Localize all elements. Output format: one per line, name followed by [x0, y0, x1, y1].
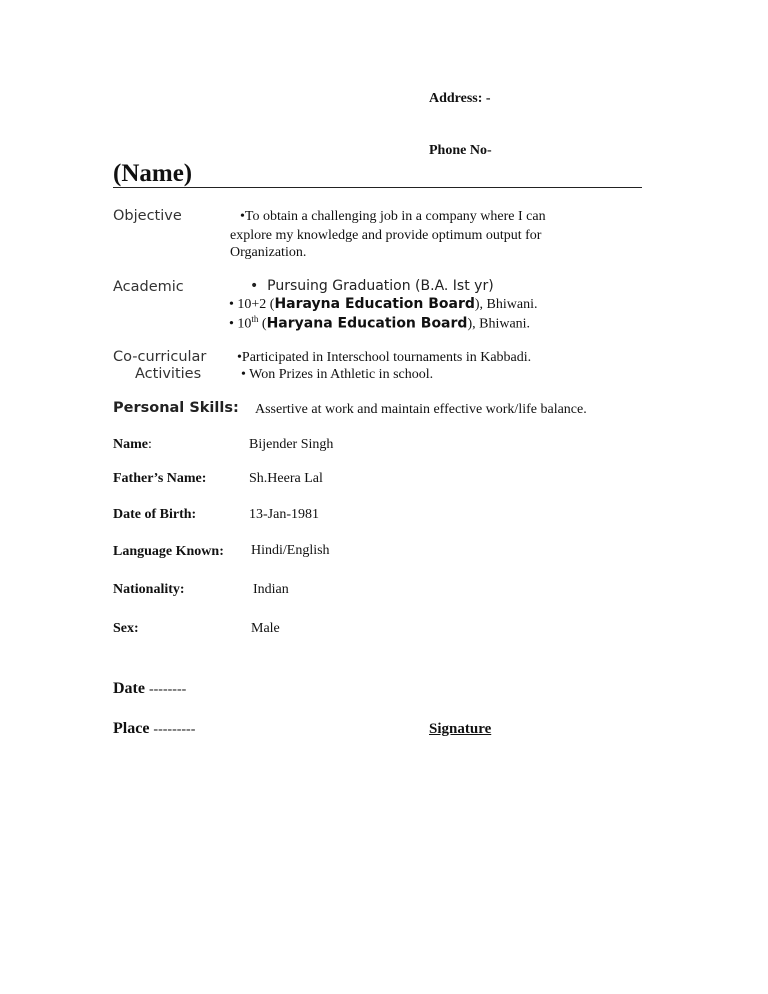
academic-item-3-prefix: 10	[237, 316, 252, 332]
place-label: Place	[113, 720, 150, 737]
detail-nationality-label: Nationality:	[113, 582, 185, 597]
academic-item-2-prefix: 10+2 (	[237, 297, 275, 312]
detail-name-value: Bijender Singh	[249, 437, 334, 452]
cocurricular-item-1	[237, 350, 531, 366]
detail-name-label-text: Name	[113, 437, 148, 452]
place-line	[113, 720, 195, 738]
academic-item-2-board: Harayna Education Board	[274, 296, 475, 312]
detail-dob-value: 13-Jan-1981	[249, 507, 319, 522]
academic-item-1	[250, 278, 494, 294]
name-heading: (Name)	[113, 160, 193, 187]
detail-name-colon: :	[148, 437, 152, 452]
date-label: Date	[113, 680, 145, 697]
personal-skills-text: Assertive at work and maintain effective work/life balance.	[255, 402, 587, 417]
detail-nationality-value: Indian	[253, 582, 289, 597]
academic-item-3-sup: th	[251, 314, 259, 324]
detail-language-label: Language Known:	[113, 544, 224, 559]
signature-label: Signature	[429, 721, 492, 737]
phone-label: Phone No-	[429, 143, 492, 158]
date-line	[113, 680, 186, 698]
date-dashes: --------	[148, 682, 187, 697]
objective-text-1: To obtain a challenging job in a company where I can	[244, 209, 546, 224]
detail-sex-value: Male	[251, 621, 280, 636]
cocurricular-item-2	[241, 367, 433, 383]
detail-dob-label: Date of Birth:	[113, 507, 197, 522]
objective-label: Objective	[113, 208, 182, 224]
bullet-icon: •	[240, 209, 245, 224]
academic-item-2-suffix: ), Bhiwani.	[474, 297, 538, 312]
place-dashes: ---------	[153, 722, 196, 737]
academic-item-3-suffix: ), Bhiwani.	[467, 316, 531, 332]
bullet-icon: •	[229, 316, 234, 332]
academic-item-3-board: Haryana Education Board	[266, 315, 468, 332]
objective-line-3: Organization.	[230, 245, 307, 260]
cocurricular-item-1-text: Participated in Interschool tournaments in Kabbadi.	[241, 350, 532, 365]
bullet-icon: •	[241, 367, 246, 382]
academic-label: Academic	[113, 279, 184, 295]
cocurricular-label-2: Activities	[135, 366, 202, 382]
detail-sex-label: Sex:	[113, 621, 139, 636]
detail-father-label: Father’s Name:	[113, 471, 207, 486]
address-label: Address: -	[429, 91, 491, 106]
heading-rule	[113, 187, 642, 188]
detail-language-value: Hindi/English	[251, 543, 330, 558]
personal-skills-label: Personal Skills:	[113, 400, 239, 416]
academic-item-3	[229, 314, 530, 333]
objective-line-2: explore my knowledge and provide optimum output for	[230, 228, 542, 243]
academic-item-3-open: (	[258, 316, 267, 332]
bullet-icon: •	[237, 350, 242, 365]
cocurricular-label-1: Co-curricular	[113, 349, 207, 365]
detail-father-value: Sh.Heera Lal	[249, 471, 323, 486]
academic-item-2	[229, 296, 538, 313]
cocurricular-item-2-text: Won Prizes in Athletic in school.	[249, 367, 434, 382]
detail-name-label	[113, 437, 152, 453]
bullet-icon: •	[250, 278, 259, 294]
objective-line-1	[240, 209, 546, 225]
bullet-icon: •	[229, 297, 234, 312]
academic-item-1-text: Pursuing Graduation (B.A. Ist yr)	[267, 278, 494, 294]
